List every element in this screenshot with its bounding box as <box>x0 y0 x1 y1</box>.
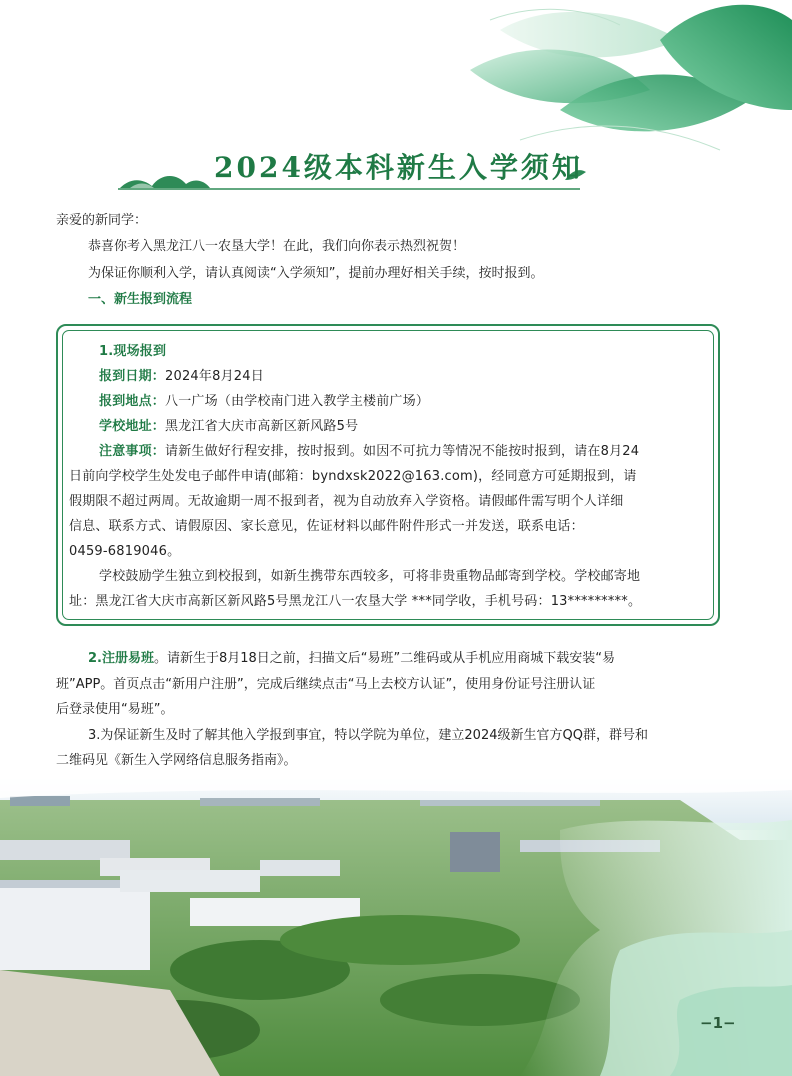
section-heading: 一、新生报到流程 <box>88 292 193 307</box>
place-label: 报到地点： <box>99 394 166 409</box>
intro-line-1: 恭喜你考入黑龙江八一农垦大学！在此，我们向你表示热烈祝贺！ <box>88 239 466 254</box>
notice-line-1: 请新生做好行程安排，按时报到。如因不可抗力等情况不能按时报到，请在8月24 <box>165 444 640 459</box>
item2-line-3: 后登录使用“易班”。 <box>56 702 174 717</box>
notice-row <box>99 441 639 463</box>
address-row <box>99 416 358 438</box>
notice-line-5: 0459-6819046。 <box>69 544 181 559</box>
mail-line-2: 址：黑龙江省大庆市高新区新风路5号黑龙江八一农垦大学 ***同学收，手机号码：13*********。 <box>69 594 642 609</box>
campus-aerial-photo <box>0 770 792 1076</box>
place-value: 八一广场（由学校南门进入教学主楼前广场） <box>165 394 430 409</box>
date-row <box>99 366 264 388</box>
page-number: −1− <box>700 1014 736 1032</box>
notice-label: 注意事项： <box>99 444 166 459</box>
place-row <box>99 391 429 413</box>
item2-line-1: 。请新生于8月18日之前，扫描文后“易班”二维码或从手机应用商城下载安装“易 <box>153 651 616 666</box>
item1-title: 1.现场报到 <box>99 344 167 359</box>
title-block <box>110 140 590 195</box>
notice-line-2: 日前向学校学生处发电子邮件申请(邮箱：byndxsk2022@163.com)，经同意方可延期报到，请 <box>69 469 637 484</box>
notice-line-4: 信息、联系方式、请假原因、家长意见，佐证材料以邮件附件形式一并发送，联系电话： <box>69 519 584 534</box>
item2-label: 2.注册易班 <box>88 651 154 666</box>
mail-line-1: 学校鼓励学生独立到校报到，如新生携带东西较多，可将非贵重物品邮寄到学校。学校邮寄地 <box>99 569 641 584</box>
address-label: 学校地址： <box>99 419 166 434</box>
item3-line-2: 二维码见《新生入学网络信息服务指南》。 <box>56 753 297 768</box>
date-label: 报到日期： <box>99 369 166 384</box>
address-value: 黑龙江省大庆市高新区新风路5号 <box>165 419 359 434</box>
item3-line-1: 3.为保证新生及时了解其他入学报到事宜，特以学院为单位，建立2024级新生官方QQ群，群号和 <box>88 728 648 743</box>
greeting: 亲爱的新同学： <box>56 213 148 228</box>
intro-line-2: 为保证你顺利入学，请认真阅读“入学须知”，提前办理好相关手续，按时报到。 <box>88 266 544 281</box>
notice-line-3: 假期限不超过两周。无故逾期一周不报到者，视为自动放弃入学资格。请假邮件需写明个人详细 <box>69 494 624 509</box>
page-title: 2024级本科新生入学须知 <box>214 151 583 184</box>
item2-line-2: 班”APP。首页点击“新用户注册”，完成后继续点击“马上去校方认证”，使用身份证号注册认证 <box>56 677 596 692</box>
date-value: 2024年8月24日 <box>165 369 264 384</box>
item2-row <box>88 648 615 670</box>
